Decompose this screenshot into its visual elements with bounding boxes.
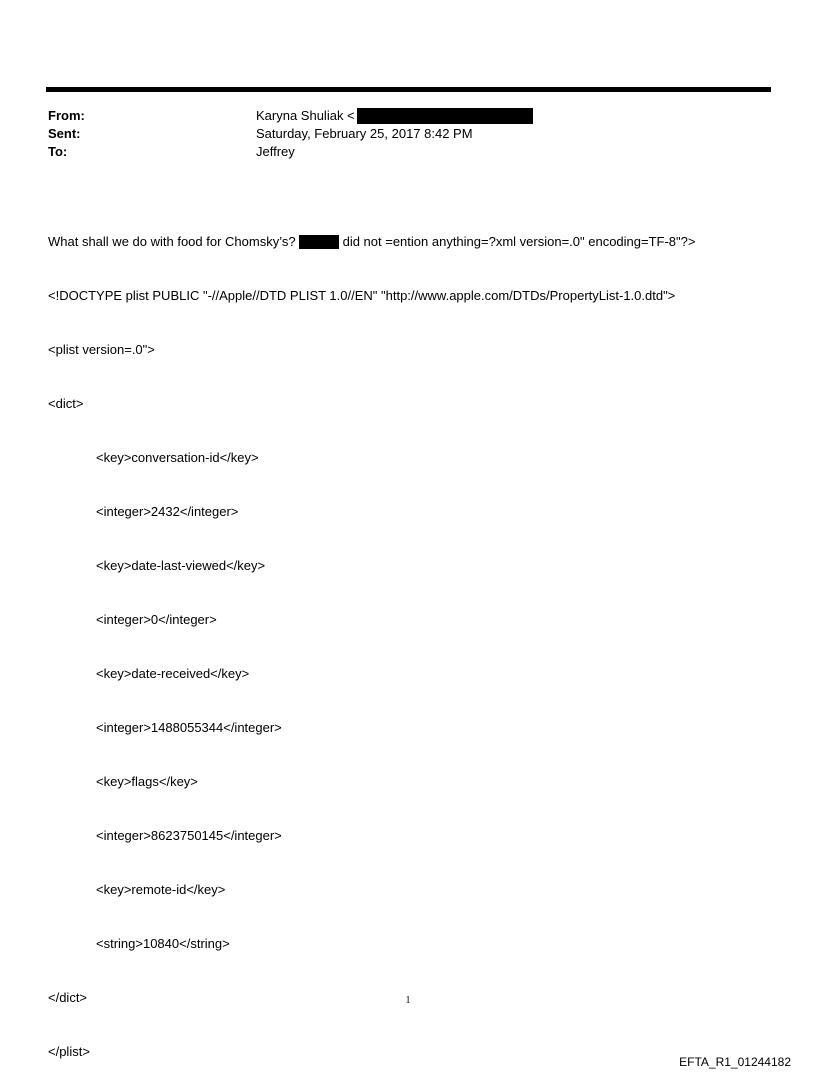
plist-entry-line: <integer>1488055344</integer> [96,720,282,735]
doctype-line: <!DOCTYPE plist PUBLIC "-//Apple//DTD PLIST 1.0//EN" "http://www.apple.com/DTDs/PropertyList-1.0.dtd"> [48,288,676,303]
redacted-email [357,108,533,124]
to-label: To: [48,144,68,159]
body-line-1 [48,233,695,251]
sender-name: Karyna Shuliak < [256,108,355,123]
plist-open-line: <plist version=.0"> [48,342,155,357]
header-rule [46,87,771,92]
plist-entry-line: <key>flags</key> [96,774,198,789]
dict-open-line: <dict> [48,396,84,411]
plist-entry-line: <key>date-received</key> [96,666,250,681]
to-value: Jeffrey [256,144,295,159]
plist-entry-line: <key>conversation-id</key> [96,450,259,465]
email-body [48,197,695,1079]
from-value [256,107,533,125]
body-line-1-end: did not =ention anything=?xml version=.0" encoding=TF-8"?> [342,234,696,249]
plist-entry-line: <integer>2432</integer> [96,504,239,519]
redacted-name [299,235,339,249]
dict-close-line: </dict> [48,990,88,1005]
page-number: 1 [405,995,411,1006]
plist-close-line: </plist> [48,1044,90,1059]
document-id: EFTA_R1_01244182 [679,1055,791,1069]
sent-value: Saturday, February 25, 2017 8:42 PM [256,126,473,141]
sent-label: Sent: [48,126,81,141]
body-line-1-start: What shall we do with food for Chomsky’s? [48,234,296,249]
plist-entry-line: <integer>8623750145</integer> [96,828,282,843]
plist-entry-line: <integer>0</integer> [96,612,217,627]
from-label: From: [48,108,85,123]
plist-entry-line: <key>remote-id</key> [96,882,226,897]
plist-entry-line: <key>date-last-viewed</key> [96,558,266,573]
plist-entry-line: <string>10840</string> [96,936,230,951]
